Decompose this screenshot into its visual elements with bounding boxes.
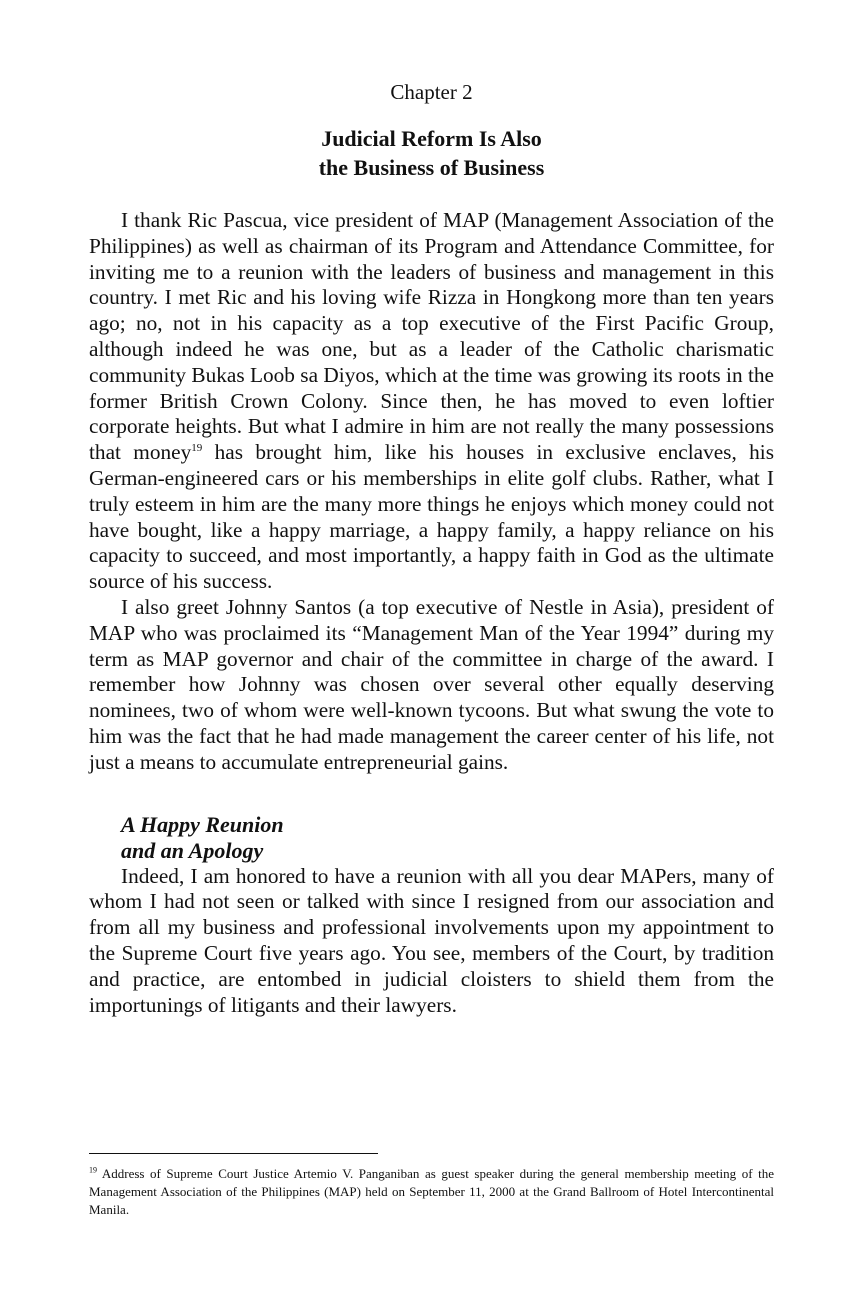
footnote-divider — [89, 1153, 378, 1154]
section-subheading — [121, 812, 774, 864]
paragraph-2: I also greet Johnny Santos (a top executive of Nestle in Asia), president of MAP who was proclaimed its “Management Man of the Year 1994” during my term as MAP governor and chair of the committee in charge of the award. I remember how Johnny was chosen over several other equally deserving nominees, two of whom were well-known tycoons. But what swung the vote to him was the fact that he had made management the career center of his life, not just a means to accumulate entrepreneurial gains. — [89, 594, 774, 774]
chapter-label: Chapter 2 — [390, 80, 473, 104]
paragraph-1 — [89, 208, 774, 595]
footnote-text: Address of Supreme Court Justice Artemio V. Panganiban as guest speaker during the general membership meeting of the Management Association of the Philippines (MAP) held on September 11, 2000 at the Grand Ballroom of Hotel Intercontinental Manila. — [89, 1166, 774, 1217]
paragraph-1-text-b: has brought him, like his houses in exclusive enclaves, his German-engineered cars or his memberships in elite golf clubs. Rather, what I truly esteem in him are the many more things he enjoys which money could not have bought, like a happy marriage, a happy family, a happy reliance on his capacity to succeed, and most importantly, a happy faith in God as the ultimate source of his success. — [89, 440, 774, 594]
chapter-title-line-2: the Business of Business — [318, 155, 545, 180]
document-page — [89, 78, 774, 1018]
subheading-line-1: A Happy Reunion — [121, 811, 284, 837]
paragraph-1-text-a: I thank Ric Pascua, vice president of MAP (Management Association of the Philippines) as well as chairman of its Program and Attendance Committee, for inviting me to a reunion with the leaders of business and management in this country. I met Ric and his loving wife Rizza in Hongkong more than ten years ago; no, not in his capacity as a top executive of the First Pacific Group, although indeed he was one, but as a leader of the Catholic charismatic community Bukas Loob sa Diyos, which at the time was growing its roots in the former British Crown Colony. Since then, he has moved to even loftier corporate heights. But what I admire in him are not really the many possessions that money — [89, 208, 774, 465]
footnote-reference[interactable]: 19 — [191, 442, 203, 455]
body-text — [89, 208, 774, 1018]
chapter-title — [89, 124, 774, 182]
footnote — [89, 1165, 774, 1219]
paragraph-3: Indeed, I am honored to have a reunion with all you dear MAPers, many of whom I had not seen or talked with since I resigned from our association and from all my business and professional involvements upon my appointment to the Supreme Court five years ago. You see, members of the Court, by tradition and practice, are entombed in judicial cloisters to shield them from the importunings of litigants and their lawyers. — [89, 863, 774, 1017]
footnote-number: 19 — [89, 1165, 97, 1175]
subheading-line-2: and an Apology — [121, 837, 264, 863]
chapter-title-line-1: Judicial Reform Is Also — [321, 126, 542, 151]
